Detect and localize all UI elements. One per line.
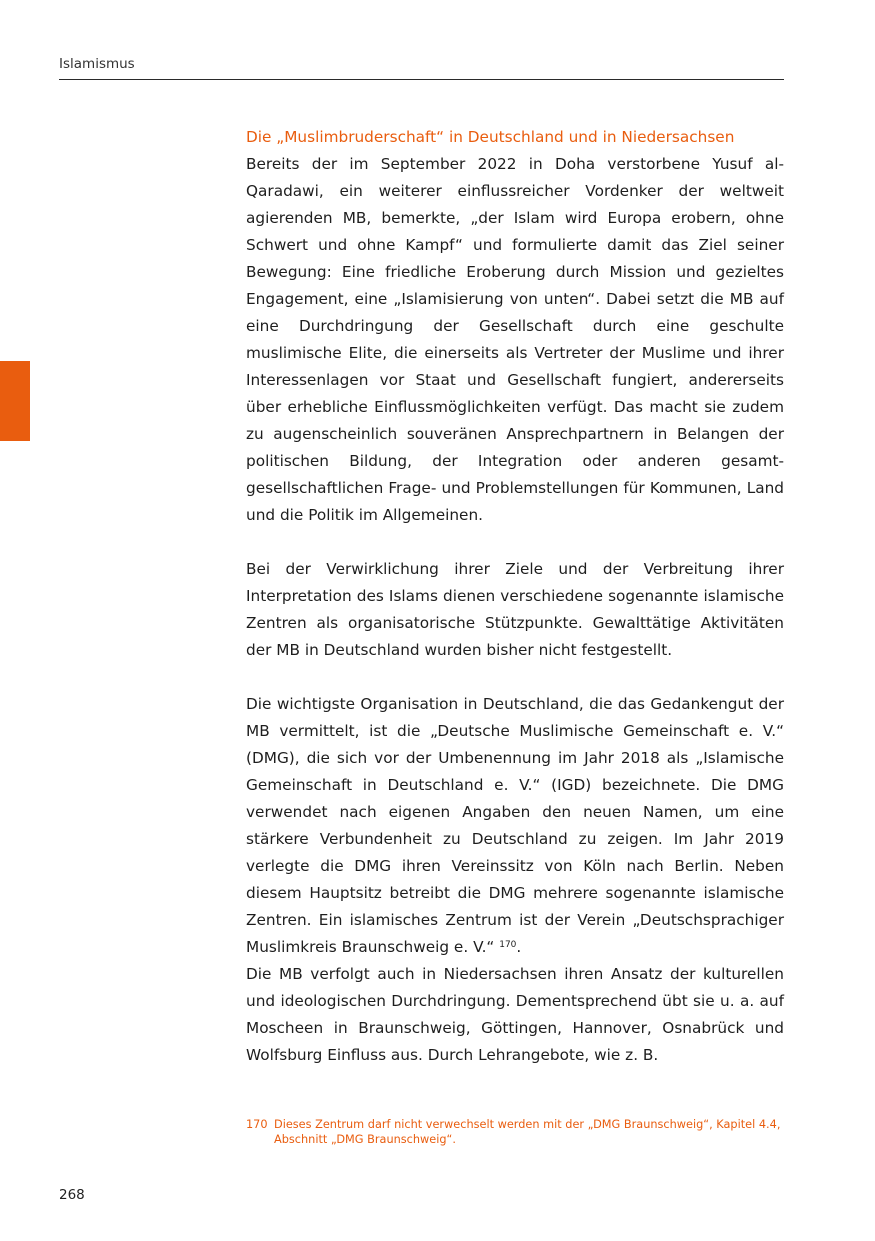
- paragraph-4: Die MB verfolgt auch in Niedersachsen ihren Ansatz der kulturellen und ideologischen Durchdringung. Dementsprechend übt sie u. a. auf Moscheen in Braunschweig, Göttingen, Hannover, Osnabrück und Wolfsburg Einfluss aus. Durch Lehrangebote, wie z. B.: [246, 965, 784, 1064]
- paragraph-2: Bei der Verwirklichung ihrer Ziele und der Verbreitung ihrer Interpretation des Islams dienen verschiedene sogenannte islamische Zentren als organisatorische Stützpunkte. Gewalttätige Aktivitäten der MB in Deutschland wurden bisher nicht festgestellt.: [246, 560, 784, 659]
- footnote-reference[interactable]: 170: [499, 940, 517, 950]
- paragraph-3-text: Die wichtigste Organisation in Deutschland, die das Gedankengut der MB vermittelt, ist die „Deutsche Muslimische Gemeinschaft e. V.“ (DMG), die sich vor der Umbenennung im Jahr 2018 als „Islamische Gemeinschaft in Deutschland e. V.“ (IGD) bezeichnete. Die DMG verwendet nach eigenen Angaben den neuen Namen, um eine stärkere Verbundenheit zu Deutschland zu zeigen. Im Jahr 2019 verlegte die DMG ihren Vereinssitz von Köln nach Berlin. Neben diesem Hauptsitz betreibt die DMG mehrere sogenannte islamische Zentren. Ein islamisches Zentrum ist der Verein „Deutschsprachiger Muslimkreis Braunschweig e. V.“: [246, 695, 784, 956]
- section-heading: Die „Muslimbruderschaft“ in Deutschland und in Niedersachsen: [246, 128, 735, 146]
- paragraph-3-end: .: [516, 938, 522, 956]
- footnote: [246, 1117, 784, 1147]
- chapter-side-marker: [0, 361, 30, 441]
- header-rule: [59, 79, 784, 80]
- page-number: 268: [59, 1187, 85, 1203]
- paragraph-3: [246, 691, 784, 961]
- footnote-number: 170: [246, 1118, 268, 1131]
- main-text-column: [246, 124, 784, 1069]
- paragraph-1: Bereits der im September 2022 in Doha verstorbene Yusuf al-Qaradawi, ein weiterer einflussreicher Vordenker der weltweit agierenden MB, bemerkte, „der Islam wird Europa erobern, ohne Schwert und ohne Kampf“ und formulierte damit das Ziel seiner Bewegung: Eine friedliche Eroberung durch Mission und gezieltes Engagement, eine „Islamisierung von unten“. Dabei setzt die MB auf eine Durchdringung der Gesellschaft durch eine geschulte muslimische Elite, die einerseits als Vertreter der Muslime und ihrer Interessenlagen vor Staat und Gesellschaft fungiert, andererseits über erhebliche Einflussmöglichkeiten verfügt. Das macht sie zudem zu augenscheinlich souveränen Ansprechpartnern in Belangen der politischen Bildung, der Integration oder anderen gesamt-gesellschaftlichen Frage- und Problemstellungen für Kommunen, Land und die Politik im Allgemeinen.: [246, 155, 784, 524]
- footnote-text: Dieses Zentrum darf nicht verwechselt werden mit der „DMG Braunschweig“, Kapitel 4.4, Abschnitt „DMG Braunschweig“.: [274, 1118, 781, 1146]
- paragraph-spacer: [246, 664, 784, 691]
- running-header-title: Islamismus: [59, 56, 135, 72]
- paragraph-spacer: [246, 529, 784, 556]
